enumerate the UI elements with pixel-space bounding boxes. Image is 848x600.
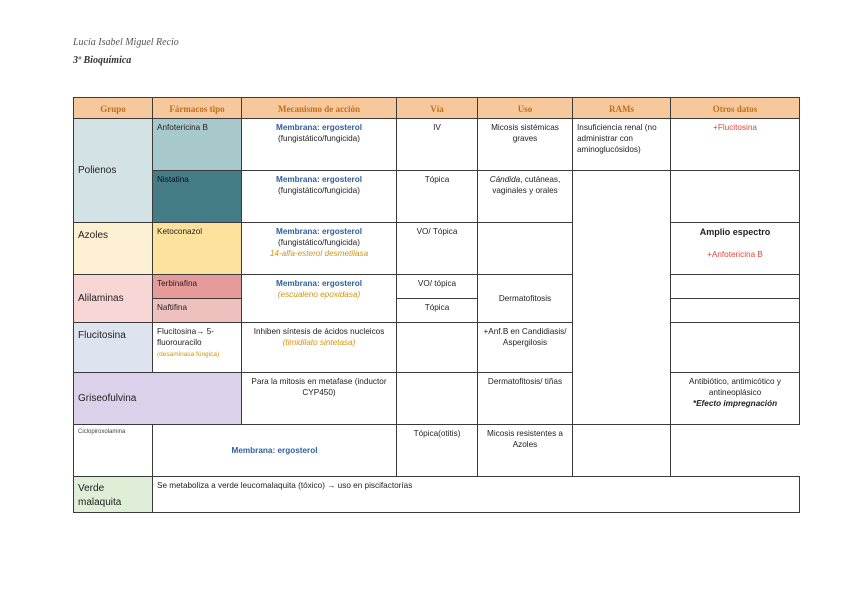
uso-flucitosina: +Anf.B en Candidiasis/ Aspergilosis <box>478 323 573 373</box>
group-alilaminas: Alilaminas <box>74 275 153 323</box>
mechanism-azoles <box>242 223 397 275</box>
mechanism-subtitle: (fungistático/fungicida) <box>278 186 360 196</box>
mechanism-alilaminas <box>242 275 397 323</box>
uso-rest: , cutáneas, vaginales y orales <box>492 175 561 196</box>
via-terbinafina: VO/ tópica <box>397 275 478 299</box>
drug-flucitosina-note: (desaminasa fúngica) <box>157 351 220 359</box>
table-row-griseofulvina <box>74 373 800 425</box>
otros-ciclopiroxolamina <box>573 425 671 477</box>
uso-ciclopiroxolamina: Micosis resistentes a Azoles <box>478 425 573 477</box>
drug-ketoconazol: Ketoconazol <box>153 223 242 275</box>
via-nistatina: Tópica <box>397 171 478 223</box>
otros-griseofulvina <box>671 373 800 425</box>
uso-candida: Cándida <box>489 175 521 184</box>
otros-note: *Efecto impregnación <box>692 399 778 409</box>
group-flucitosina: Flucitosina <box>74 323 153 373</box>
via-anfotericina: IV <box>397 119 478 171</box>
column-header-uso: Uso <box>478 98 573 119</box>
mechanism-griseofulvina: Para la mitosis en metafase (inductor CYP450) <box>242 373 397 425</box>
group-polienos: Polienos <box>74 119 153 223</box>
via-flucitosina <box>397 323 478 373</box>
column-header-otros: Otros datos <box>671 98 800 119</box>
rams-anfotericina: Insuficiencia renal (no administrar con aminoglucósidos) <box>573 119 671 171</box>
table-row-naftifina <box>74 299 800 323</box>
mechanism-enzyme: (timidilato sintetasa) <box>282 338 356 348</box>
table-row-verde-malaquita <box>74 477 800 513</box>
mechanism-title: Membrana: ergosterol <box>276 227 362 236</box>
drug-naftifina: Naftifina <box>153 299 242 323</box>
via-naftifina: Tópica <box>397 299 478 323</box>
drug-nistatina: Nistatina <box>153 171 242 223</box>
otros-nistatina <box>671 171 800 223</box>
otros-title: Amplio espectro <box>699 227 771 237</box>
uso-griseofulvina: Dermatofitosis/ tiñas <box>478 373 573 425</box>
mechanism-ciclopiroxolamina: Membrana: ergosterol <box>153 425 397 477</box>
column-header-rams: RAMs <box>573 98 671 119</box>
otros-naftifina <box>671 299 800 323</box>
otros-azoles <box>671 223 800 275</box>
mechanism-title: Membrana: ergosterol <box>276 279 362 288</box>
via-azoles: VO/ Tópica <box>397 223 478 275</box>
course-label: 3º Bioquímica <box>73 55 132 66</box>
mechanism-title: Membrana: ergosterol <box>276 175 362 184</box>
column-header-mecanismo: Mecanismo de acción <box>242 98 397 119</box>
note-verde-malaquita: Se metaboliza a verde leucomalaquita (tóxico) → uso en piscifactorías <box>153 477 800 513</box>
table-row-ciclopiroxolamina <box>74 425 800 477</box>
mechanism-enzyme: (escualeno epoxidasa) <box>277 290 361 300</box>
table-row-anfotericina <box>74 119 800 171</box>
table-row-terbinafina <box>74 275 800 299</box>
otros-flucitosina <box>671 323 800 373</box>
table-row-nistatina <box>74 171 800 223</box>
group-ciclopiroxolamina: Ciclopiroxolamina <box>74 425 153 477</box>
mechanism-subtitle: (fungistático/fungicida) <box>278 238 360 248</box>
drug-anfotericina: Anfotericina B <box>153 119 242 171</box>
mechanism-subtitle: (fungistático/fungicida) <box>278 134 360 144</box>
otros-anfotericina: +Flucitosina <box>671 119 800 171</box>
uso-nistatina <box>478 171 573 223</box>
mechanism-text: Inhiben síntesis de ácidos nucleicos <box>253 327 385 336</box>
otros-terbinafina <box>671 275 800 299</box>
rams-empty <box>573 171 671 425</box>
table-row-azoles <box>74 223 800 275</box>
mechanism-anfotericina <box>242 119 397 171</box>
drug-flucitosina-name: Flucitosina→ 5-fluorouracilo <box>157 327 214 348</box>
otros-text: Antibiótico, antimicótico y antineoplásico <box>689 377 781 398</box>
drug-terbinafina: Terbinafina <box>153 275 242 299</box>
uso-anfotericina: Micosis sistémicas graves <box>478 119 573 171</box>
group-verde-malaquita: Verde malaquita <box>74 477 153 513</box>
group-griseofulvina: Griseofulvina <box>74 373 242 425</box>
table-row-flucitosina <box>74 323 800 373</box>
mechanism-enzyme: 14-alfa-esterol desmetilasa <box>269 249 369 259</box>
uso-alilaminas: Dermatofitosis <box>478 275 573 323</box>
antifungal-table <box>73 97 800 513</box>
mechanism-nistatina <box>242 171 397 223</box>
via-griseofulvina <box>397 373 478 425</box>
table-header-row <box>74 98 800 119</box>
column-header-farmacos: Fármacos tipo <box>153 98 242 119</box>
group-azoles: Azoles <box>74 223 153 275</box>
uso-azoles <box>478 223 573 275</box>
drug-flucitosina <box>153 323 242 373</box>
otros-extra: +Anfotericina B <box>707 250 763 260</box>
author-name: Lucía Isabel Miguel Recio <box>73 37 179 48</box>
mechanism-flucitosina <box>242 323 397 373</box>
mechanism-title: Membrana: ergosterol <box>276 123 362 132</box>
column-header-via: Vía <box>397 98 478 119</box>
via-ciclopiroxolamina: Tópica(otitis) <box>397 425 478 477</box>
column-header-grupo: Grupo <box>74 98 153 119</box>
